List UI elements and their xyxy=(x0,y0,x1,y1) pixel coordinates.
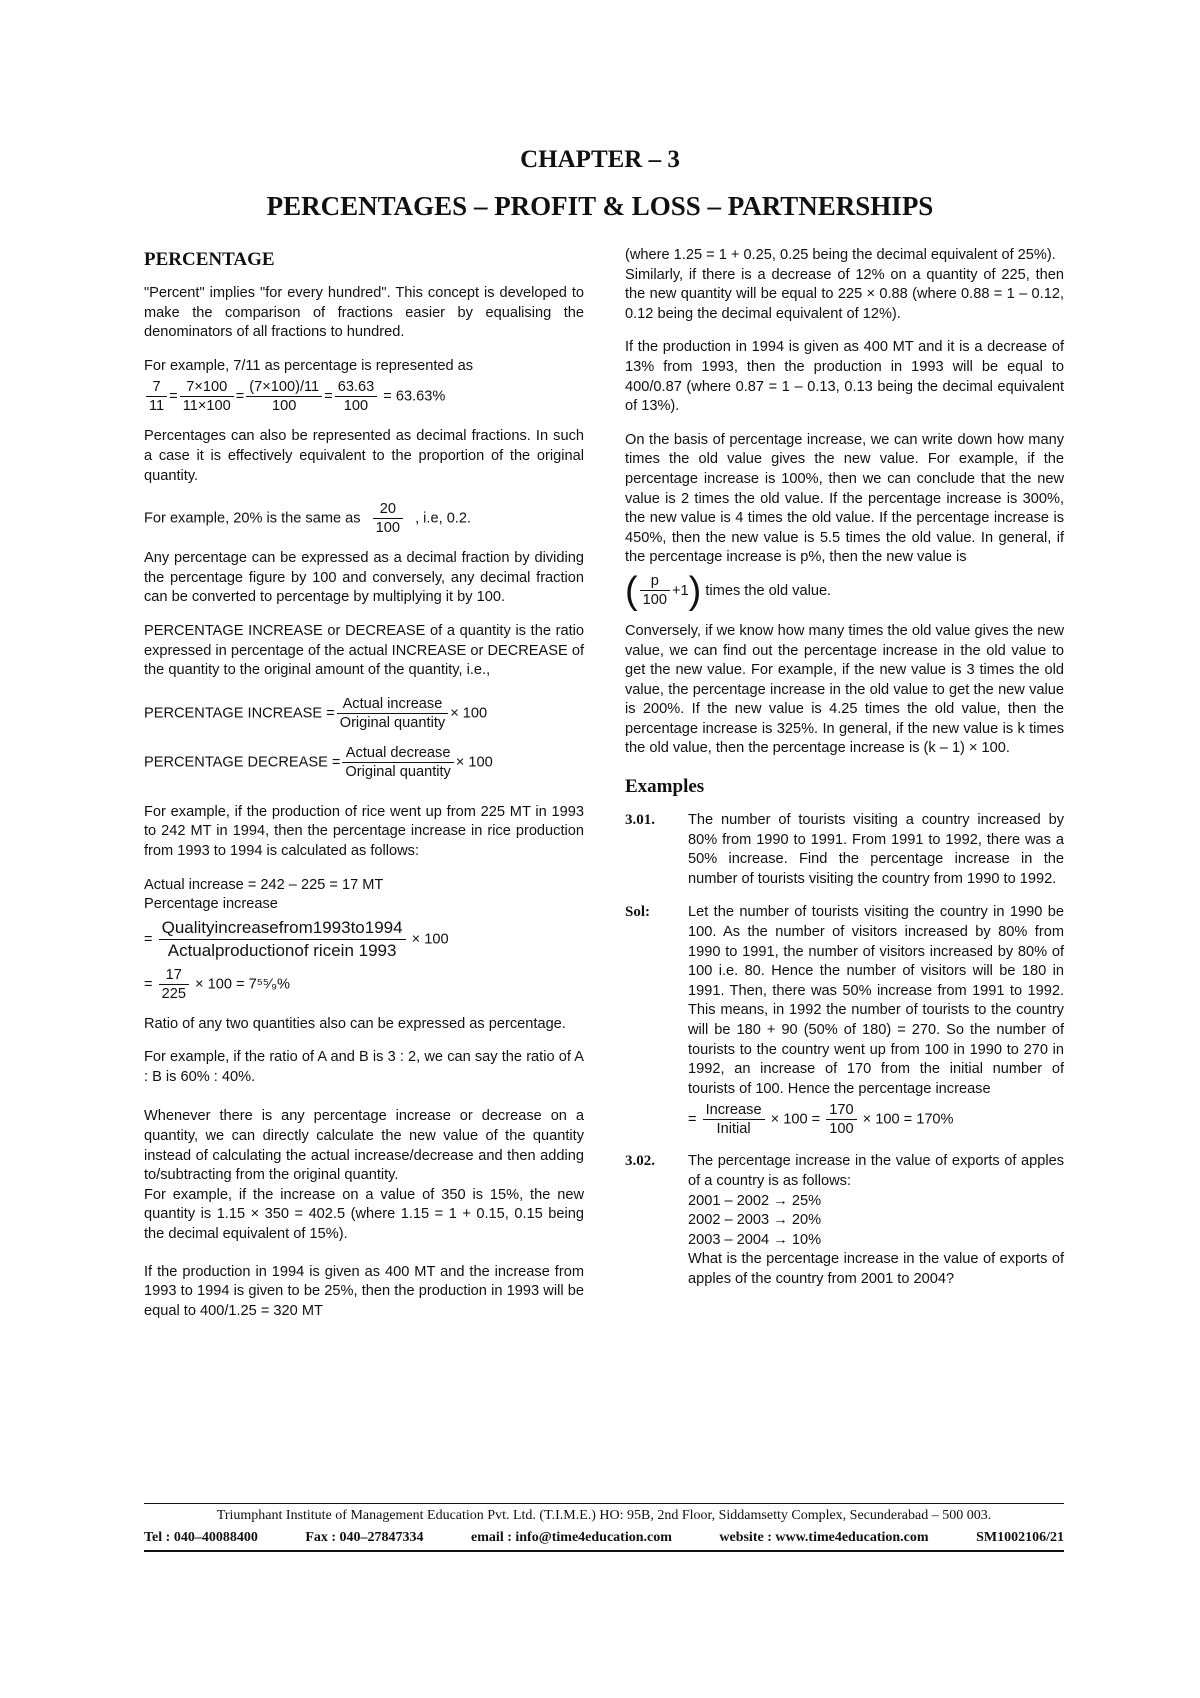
fraction: $\frac{170}{100}$ xyxy=(826,1101,856,1138)
example-number: 3.01. xyxy=(625,812,655,829)
paragraph: For example, if the increase on a value of 350 is 15%, the new quantity is 1.15 × 350 = 402.5 (where 1.15 = 1 + 0.15, 0.15 being the decimal equivalent of 15%). xyxy=(144,1186,584,1243)
fraction: $\frac{7\times 100}{11\times 100}$ xyxy=(180,378,234,415)
paragraph: If the production in 1994 is given as 400 MT and it is a decrease of 13% from 1993, then the production in 1993 will be equal to 400/0.87 (where 0.87 = 1 – 0.13, 0.13 being the decimal equivalent of 13%). xyxy=(625,339,1064,415)
paragraph: Ratio of any two quantities also can be expressed as percentage. xyxy=(144,1015,566,1032)
examples-heading: Examples xyxy=(625,776,705,798)
paragraph: (where 1.25 = 1 + 0.25, 0.25 being the decimal equivalent of 25%). xyxy=(625,247,1056,263)
paragraph: For example, 7/11 as percentage is represented as xyxy=(144,357,474,374)
paragraph: Percentages can also be represented as decimal fractions. In such a case it is effectively equivalent to the proportion of the original quantity. xyxy=(144,428,584,484)
actual-increase-line: Actual increase = 242 – 225 = 17 MT xyxy=(144,876,384,893)
paragraph: PERCENTAGE INCREASE or DECREASE of a quantity is the ratio expressed in percentage of the actual INCREASE or DECREASE of the quantity to the original amount of the quantity, i.e., xyxy=(144,622,584,679)
left-column xyxy=(144,248,584,1335)
example-20-percent: For example, 20% is the same as $\frac{20}{100}$ , i.e, 0.2. xyxy=(144,501,472,537)
paragraph: For example, if the ratio of A and B is 3 : 2, we can say the ratio of A : B is 60% : 40%. xyxy=(144,1049,584,1085)
times-old-value-formula: ( $\frac{p}{100}$ +1) times the old value. xyxy=(625,569,832,612)
example-number: 3.02. xyxy=(625,1153,655,1170)
fraction: $\frac{63.63}{100}$ xyxy=(335,378,378,415)
list-item: 2003 – 2004 → 10% xyxy=(688,1231,822,1248)
footer-website[interactable]: website : www.time4education.com xyxy=(719,1530,929,1545)
list-item: 2001 – 2002 → 25% xyxy=(688,1192,822,1209)
footer-tel: Tel : 040–40088400 xyxy=(144,1530,258,1545)
example-3-02: 3.02. The percentage increase in the value of exports of apples of a country is as follows: 2001 – 2002 → 25% 2002 – 2003 → 20% 2003 – 2004 → 10% What is the percentage increase in the value of exports of apples of the country from 2001 to 2004? xyxy=(625,1153,1064,1287)
solution-3-01: Sol: Let the number of tourists visiting the country in 1990 be 100. As the number of visitors increased by 80% from 1990 to 1991, the number of visitors increased by 80% of 100 i.e. 80. Hence the number of visitors will be 180 in 1991. Then, there was 50% increase from 1991 to 1992. This means, in 1992 the number of tourists to the country will be 180 + 90 (50% of 180) = 270. So the number of tourists to the country went up from 100 in 1990 to 270 in 1992, an increase of 170 from the initial number of tourists of 100. Hence the percentage increase = $\frac{\text{Increase}}{\text{Initial}}$ × 100 = $\frac{170}{100}$ × 100 = 170% xyxy=(625,904,1064,1138)
section-heading: PERCENTAGE xyxy=(144,249,275,270)
fraction: $\frac{\text{Increase}}{\text{Initial}}$ xyxy=(703,1101,765,1138)
paragraph: Any percentage can be expressed as a decimal fraction by dividing the percentage figure by 100 and conversely, any decimal fraction can be converted to percentage by multiplying it by 100. xyxy=(144,550,584,606)
page-footer xyxy=(144,1503,1064,1552)
footer-code: SM1002106/21 xyxy=(976,1530,1064,1545)
footer-address: Triumphant Institute of Management Education Pvt. Ltd. (T.I.M.E.) HO: 95B, 2nd Floor, Siddamsetty Complex, Secunderabad – 500 003. xyxy=(144,1503,1064,1524)
fraction: $\frac{\text{Actual increase}}{\text{Original quantity}}$ xyxy=(337,695,448,732)
right-column xyxy=(625,246,1064,1304)
solution-formula: = $\frac{\text{Increase}}{\text{Initial}}$ × 100 = $\frac{170}{100}$ × 100 = 170% xyxy=(688,1102,954,1138)
chapter-title: PERCENTAGES – PROFIT & LOSS – PARTNERSHIPS xyxy=(266,191,934,221)
paragraph: Conversely, if we know how many times the old value gives the new value, we can find out the percentage increase in the old value to get the new value. For example, if the new value is 3 times the old value, the percentage increase in the old value to get the new value is 200%. If the new value is 4.25 times the old value, then the percentage increase is 325%. In general, if the new value is k times the old value, then the percentage increase is (k – 1) × 100. xyxy=(625,622,1064,757)
solution-label: Sol: xyxy=(625,904,651,921)
equation-result: = 63.63% xyxy=(383,388,446,405)
percentage-decrease-formula: PERCENTAGE DECREASE = $\frac{\text{Actual decrease}}{\text{Original quantity}}$ × 100 xyxy=(144,744,493,780)
footer-contacts xyxy=(144,1524,1064,1552)
fraction: $\frac{p}{100}$ xyxy=(640,572,670,609)
paragraph: On the basis of percentage increase, we can write down how many times the old value gives the new value. For example, if the percentage increase is 100%, then we can conclude that the new value is 2 times the old value. If the percentage increase is 300%, the new value is 4 times the old value. If the percentage increase is 450%, then the new value is 5.5 times the old value. In general, if the percentage increase is p%, then the new value is xyxy=(625,431,1064,566)
rice-percentage-result: = $\frac{17}{225}$ × 100 = 7⁵⁵⁄₉% xyxy=(144,966,290,1002)
fraction: $\frac{\text{Actual decrease}}{\text{Original quantity}}$ xyxy=(342,744,453,781)
equation-7-11: $\frac{7}{11}$ = $\frac{7\times 100}{11\times 100}$ = $\frac{(7\times 100)/11}{100}$ = $\frac{63.63}{100}$ = 63.63% xyxy=(144,378,584,415)
rice-percentage-formula: = $\frac{\text{Qualityincreasefrom1993to1994}}{\text{Actualproductionof ricein 1993}}$ × 100 xyxy=(144,917,449,960)
paragraph: If the production in 1994 is given as 400 MT and the increase from 1993 to 1994 is given to be 25%, then the production in 1993 will be equal to 400/1.25 = 320 MT xyxy=(144,1263,584,1319)
paragraph: Whenever there is any percentage increase or decrease on a quantity, we can directly calculate the new value of the quantity instead of calculating the actual increase/decrease and then adding to/subtracting from the original quantity. xyxy=(144,1108,584,1184)
footer-email[interactable]: email : info@time4education.com xyxy=(471,1530,672,1545)
paragraph: Similarly, if there is a decrease of 12% on a quantity of 225, then the new quantity will be equal to 225 × 0.88 (where 0.88 = 1 – 0.12, 0.12 being the decimal equivalent of 12%). xyxy=(625,266,1064,322)
example-3-01: 3.01. The number of tourists visiting a country increased by 80% from 1990 to 1991. From 1991 to 1992, there was a 50% increase. Find the percentage increase in the number of tourists visiting the country from 1990 to 1992. xyxy=(625,812,1064,887)
fraction: $\frac{17}{225}$ xyxy=(159,966,189,1003)
paragraph: "Percent" implies "for every hundred". This concept is developed to make the comparison of fractions easier by equalising the denominators of all fractions to hundred. xyxy=(144,285,584,341)
fraction: $\frac{\text{Qualityincreasefrom1993to1994}}{\text{Actualproductionof ricein 1993}}$ xyxy=(159,917,406,962)
paragraph: For example, if the production of rice went up from 225 MT in 1993 to 242 MT in 1994, then the percentage increase in rice production from 1993 to 1994 is calculated as follows: xyxy=(144,803,584,859)
percentage-increase-label: Percentage increase xyxy=(144,896,278,913)
fraction: $\frac{(7\times 100)/11}{100}$ xyxy=(246,378,322,415)
footer-fax: Fax : 040–27847334 xyxy=(305,1530,424,1545)
chapter-label: CHAPTER – 3 xyxy=(520,146,680,173)
list-item: 2002 – 2003 → 20% xyxy=(688,1212,822,1229)
fraction: $\frac{20}{100}$ xyxy=(373,500,403,537)
percentage-increase-formula: PERCENTAGE INCREASE = $\frac{\text{Actual increase}}{\text{Original quantity}}$ × 100 xyxy=(144,695,488,731)
fraction: $\frac{7}{11}$ xyxy=(146,378,167,415)
